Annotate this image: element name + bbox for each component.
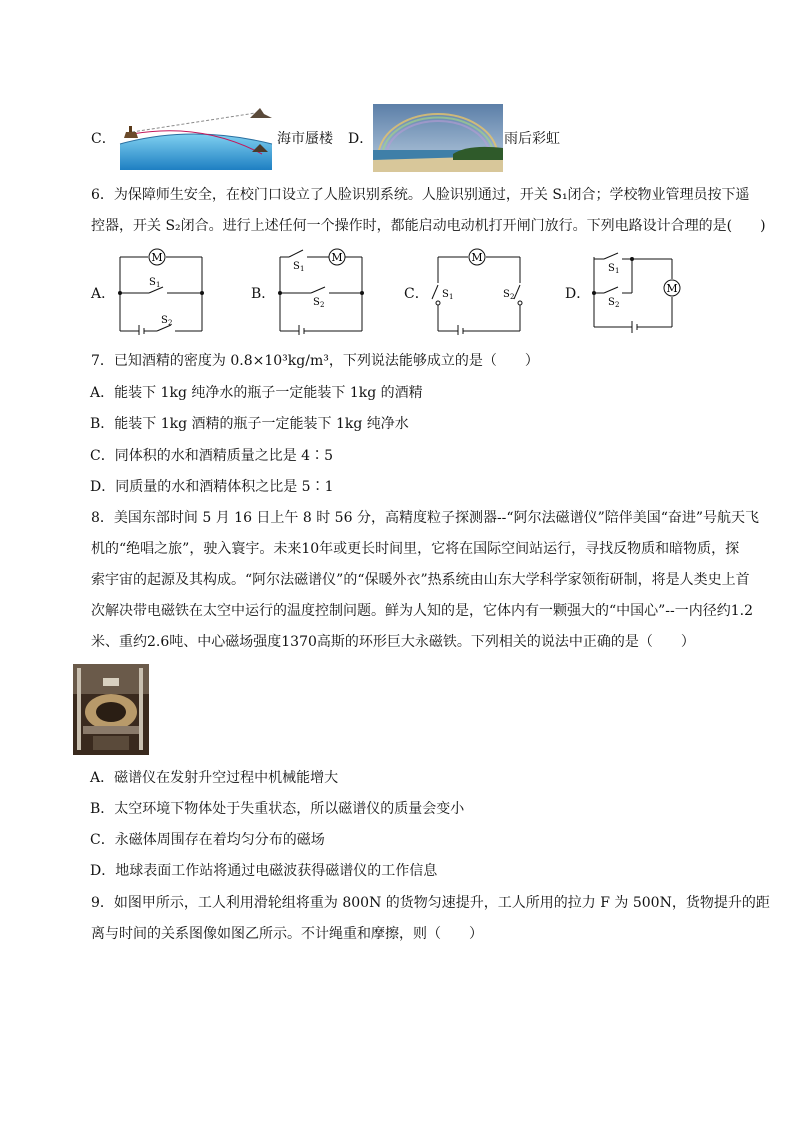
q6-stem-line-2: 控器，开关 S₂闭合。进行上述任何一个操作时，都能启动电动机打开闸门放行。下列电路设计合理的是( ) (91, 218, 766, 234)
q8-stem-line-2: 机的“绝唱之旅”，驶入寰宇。未来10年或更长时间里，它将在国际空间站运行，寻找反物质和暗物质，探 (91, 541, 740, 557)
q6-option-d-letter: D． (565, 286, 591, 302)
svg-text:M: M (331, 251, 343, 264)
mirage-image (112, 104, 276, 170)
circuit-diagram-b (275, 245, 365, 335)
q6-stem-line-1: 6．为保障师生安全，在校门口设立了人脸识别系统。人脸识别通过，开关 S₁闭合；学校物业管理员按下遥 (91, 187, 750, 203)
rainbow-image (373, 104, 503, 172)
q8-option-d: D．地球表面工作站将通过电磁波获得磁谱仪的工作信息 (90, 863, 438, 879)
q7-option-c: C．同体积的水和酒精质量之比是 4∶5 (90, 448, 333, 464)
q6-option-c-letter: C． (404, 286, 429, 302)
svg-text:2: 2 (510, 293, 515, 301)
q7-option-d: D．同质量的水和酒精体积之比是 5∶1 (90, 479, 334, 495)
svg-text:S: S (293, 261, 300, 272)
q6-option-b-letter: B． (251, 286, 276, 302)
q5-option-c-letter: C． (91, 131, 116, 147)
q7-option-a: A．能装下 1kg 纯净水的瓶子一定能装下 1kg 的酒精 (90, 385, 423, 401)
q7-stem: 7．已知酒精的密度为 0.8×10³kg/m³，下列说法能够成立的是（ ） (91, 353, 539, 369)
magnet-spectrometer-photo (73, 664, 149, 755)
q5-option-d-text: 雨后彩虹 (504, 131, 560, 147)
q8-stem-line-3: 索宇宙的起源及其构成。“阿尔法磁谱仪”的“保暖外衣”热系统由山东大学科学家领衔研制，将是人类史上首 (91, 572, 750, 588)
svg-text:S: S (149, 277, 156, 288)
q8-stem-line-1: 8．美国东部时间 5 月 16 日上午 8 时 56 分，高精度粒子探测器--“阿尔法磁谱仪”陪伴美国“奋进”号航天飞 (91, 510, 760, 526)
svg-text:1: 1 (615, 267, 620, 275)
svg-text:2: 2 (168, 319, 173, 327)
svg-text:2: 2 (320, 301, 325, 309)
circuit-diagram-d (590, 245, 690, 335)
svg-text:S: S (608, 297, 615, 308)
q5-option-d-letter: D． (348, 131, 374, 147)
q8-option-a: A．磁谱仪在发射升空过程中机械能增大 (90, 770, 339, 786)
svg-text:S: S (608, 263, 615, 274)
q9-stem-line-2: 离与时间的关系图像如图乙所示。不计绳重和摩擦，则（ ） (91, 926, 483, 942)
circuit-diagram-c (430, 245, 530, 335)
q6-option-a-letter: A． (91, 286, 116, 302)
q8-stem-line-5: 米、重约2.6吨、中心磁场强度1370高斯的环形巨大永磁铁。下列相关的说法中正确的是（ ） (91, 634, 695, 650)
svg-text:S: S (161, 315, 168, 326)
q5-option-c-text: 海市蜃楼 (277, 131, 333, 147)
svg-text:2: 2 (615, 301, 620, 309)
q8-option-b: B．太空环境下物体处于失重状态，所以磁谱仪的质量会变小 (90, 801, 465, 817)
svg-text:1: 1 (300, 265, 305, 273)
q7-option-b: B．能装下 1kg 酒精的瓶子一定能装下 1kg 纯净水 (90, 416, 409, 432)
q9-stem-line-1: 9．如图甲所示，工人利用滑轮组将重为 800N 的货物匀速提升，工人所用的拉力 F 为 500N，货物提升的距 (91, 895, 770, 911)
svg-text:M: M (471, 251, 483, 264)
circuit-diagram-a (115, 245, 205, 335)
svg-text:M: M (666, 282, 678, 295)
svg-text:S: S (313, 297, 320, 308)
q8-option-c: C．永磁体周围存在着均匀分布的磁场 (90, 832, 325, 848)
svg-text:1: 1 (449, 293, 454, 301)
svg-text:S: S (503, 289, 510, 300)
svg-text:S: S (442, 289, 449, 300)
svg-text:1: 1 (156, 281, 161, 289)
motor-label: M (151, 251, 163, 264)
q8-stem-line-4: 次解决带电磁铁在太空中运行的温度控制问题。鲜为人知的是，它体内有一颗强大的“中国心”--一内径约1.2 (91, 603, 754, 619)
